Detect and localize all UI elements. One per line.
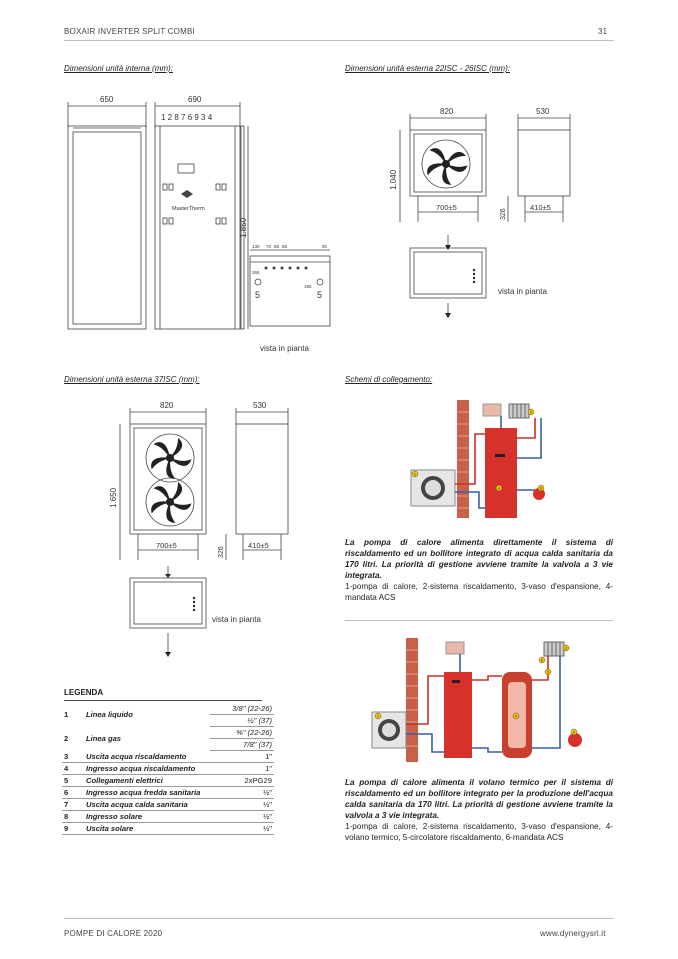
legend-row: ½" (37) <box>62 715 274 727</box>
scheme1-bold-text: La pompa di calore alimenta direttamente il sistema di riscaldamento ed un bollitore integrato di acqua calda sanitaria da 170 litri. La priorità di gestione avviene tramite la valvola a 3 vie integrata. <box>345 538 613 580</box>
plan-dim-5: 80 <box>322 244 328 249</box>
ext37-plan-label: vista in pianta <box>212 615 261 624</box>
section-title-internal: Dimensioni unità interna (mm): <box>64 64 173 73</box>
legend-row: 9 Uscita solare ½" <box>64 824 272 833</box>
connection-scheme-1 <box>395 398 565 523</box>
legend-row: 7 Uscita acqua calda sanitaria ½" <box>64 800 272 809</box>
legend-row: 2 Linea gas ⅝" (22-26) <box>64 728 272 743</box>
scheme2-marker-1: 1 <box>377 714 379 719</box>
ext37-width: 820 <box>160 401 174 410</box>
scheme2-marker-4: 4 <box>515 714 517 719</box>
legend-row: 8 Ingresso solare ½" <box>64 812 272 821</box>
page-number: 31 <box>598 27 608 36</box>
ext37-feet-depth: 410±5 <box>248 541 269 550</box>
scheme1-marker-3: 3 <box>540 486 542 491</box>
plan-dim-4: 58 <box>282 244 288 249</box>
internal-brand: MasterTherm <box>172 206 205 212</box>
plan-side-1: 265 <box>252 270 260 275</box>
ext22-plan-label: vista in pianta <box>498 287 547 296</box>
plan-dim-3: 58 <box>274 244 280 249</box>
legend-top-rule <box>64 700 262 701</box>
section-title-external-22: Dimensioni unità esterna 22ISC - 26ISC (mm): <box>345 64 510 73</box>
plan-side-2: 195 <box>304 284 312 289</box>
section-title-schemes: Schemi di collegamento: <box>345 375 433 384</box>
plan-mark-left: 5 <box>255 290 261 300</box>
legend-row: 7/8" (37) <box>62 739 274 751</box>
scheme1-normal-text: 1-pompa di calore, 2-sistema riscaldamento, 3-vaso d'espansione, 4-mandata ACS <box>345 582 613 602</box>
scheme2-bold-text: La pompa di calore alimenta il volano termico per il sistema di riscaldamento ed un bollitore integrato per la produzione dell'acqua calda sanitaria da 170 litri. La priorità di gestione avviene tramite la valvola a 3 vie integrata. <box>345 778 613 820</box>
internal-height: 1.850 <box>239 217 248 238</box>
ext22-feet-depth: 410±5 <box>530 203 551 212</box>
scheme2-marker-5: 5 <box>547 670 549 675</box>
internal-plan-label: vista in pianta <box>260 344 309 353</box>
ext37-feet-span: 700±5 <box>156 541 177 550</box>
plan-mark-right: 5 <box>317 290 323 300</box>
ext22-depth: 530 <box>536 107 550 116</box>
ext22-width: 820 <box>440 107 454 116</box>
external-22-drawing <box>378 100 578 328</box>
scheme1-marker-1: 1 <box>414 472 416 477</box>
legend-row: 4 Ingresso acqua riscaldamento 1" <box>64 764 272 773</box>
scheme1-marker-2: 2 <box>530 410 532 415</box>
legend-row: 6 Ingresso acqua fredda sanitaria ½" <box>64 788 272 797</box>
footer-left: POMPE DI CALORE 2020 <box>64 929 163 938</box>
internal-dim-width: 650 <box>100 95 114 104</box>
ext22-leg-height: 326 <box>500 208 507 220</box>
scheme2-marker-2: 2 <box>565 646 567 651</box>
ext37-depth: 530 <box>253 401 267 410</box>
footer-rule <box>64 918 614 919</box>
internal-unit-drawing <box>60 88 345 358</box>
legend-row: 5 Collegamenti elettrici 2xPG29 <box>64 776 272 785</box>
scheme2-marker-3: 3 <box>573 730 575 735</box>
ext37-leg-height: 326 <box>218 546 225 558</box>
plan-dim-1: 130 <box>252 244 260 249</box>
scheme2-normal-text: 1-pompa di calore, 2-sistema riscaldamento, 3-vaso d'espansione, 4-volano termico, 5-circolatore riscaldamento, 6-mandata ACS <box>345 822 613 842</box>
footer-website-link[interactable]: www.dynergysrl.it <box>540 929 606 938</box>
scheme2-marker-6: 6 <box>541 658 543 663</box>
legend-row: 1 Linea liquido 3/8" (22-26) <box>64 704 272 720</box>
scheme1-marker-4: 4 <box>498 486 500 491</box>
legend-table <box>62 703 274 835</box>
legend-title: LEGENDA <box>64 688 104 697</box>
legend-row: 3 Uscita acqua riscaldamento 1" <box>64 751 272 761</box>
ext22-height: 1.040 <box>389 169 398 190</box>
connection-scheme-2 <box>368 636 588 766</box>
scheme2-caption <box>345 777 613 843</box>
internal-connections: 1 2 8 7 6 9 3 4 <box>161 113 213 122</box>
header-title: BOXAIR INVERTER SPLIT COMBI <box>64 27 195 36</box>
scheme1-caption <box>345 537 613 603</box>
scheme-divider <box>345 620 613 621</box>
external-37-drawing <box>98 398 298 660</box>
internal-dim-depth: 690 <box>188 95 202 104</box>
plan-dim-2: 70 <box>266 244 272 249</box>
ext37-height: 1.650 <box>109 487 118 508</box>
header-rule <box>64 40 614 41</box>
ext22-feet-span: 700±5 <box>436 203 457 212</box>
section-title-external-37: Dimensioni unità esterna 37ISC (mm): <box>64 375 200 384</box>
